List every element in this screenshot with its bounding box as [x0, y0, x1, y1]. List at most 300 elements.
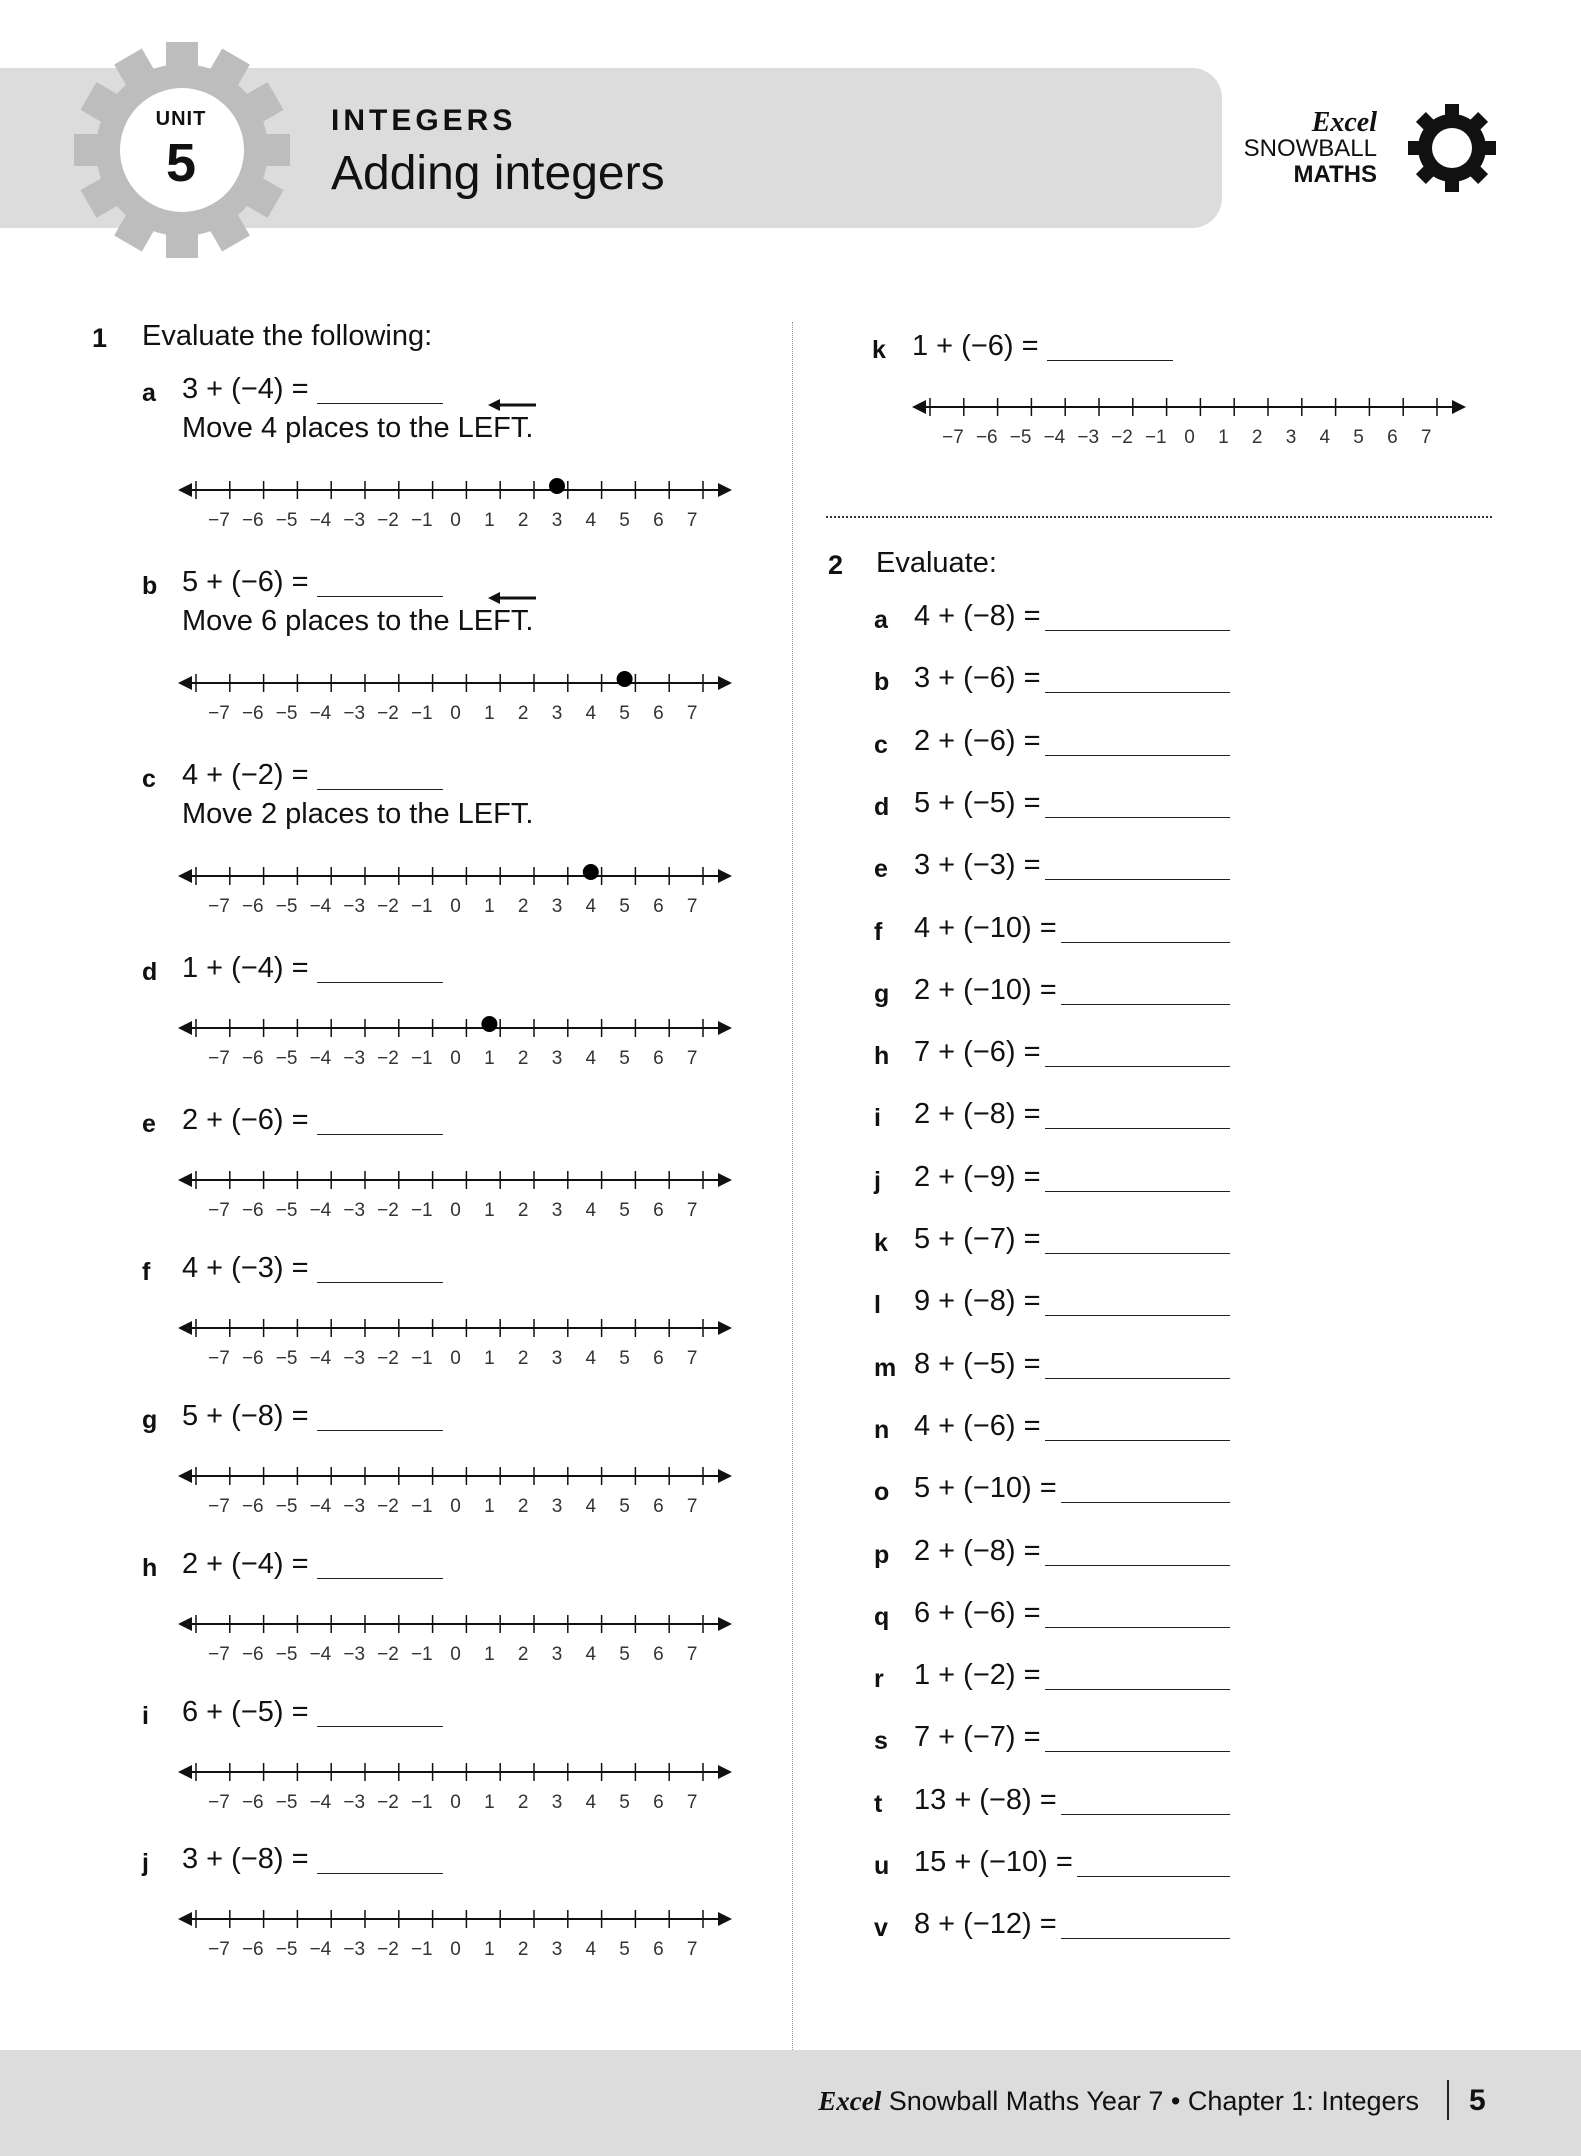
left-arrow-icon [178, 676, 192, 690]
item-label: i [142, 1702, 149, 1730]
tick-label: 3 [551, 1048, 563, 1069]
item-expression: 4 + (−6) = [914, 1409, 1041, 1442]
answer-line[interactable] [1045, 1565, 1230, 1566]
tick-label: 4 [585, 1939, 597, 1960]
tick-label: 1 [484, 1200, 495, 1221]
tick-label: 3 [551, 1496, 563, 1517]
item-expression: 5 + (−6) = [182, 566, 309, 598]
tick-label: 5 [619, 1200, 630, 1221]
item-expression: 1 + (−6) = [912, 330, 1039, 362]
tick-label: −2 [377, 703, 399, 724]
item-expression: 9 + (−8) = [914, 1285, 1041, 1318]
tick-label: 2 [1251, 427, 1263, 448]
tick-label: −6 [241, 1200, 264, 1221]
start-point-dot [617, 671, 633, 687]
answer-line[interactable] [1061, 1004, 1230, 1005]
tick-label: −7 [208, 1644, 230, 1665]
left-direction-arrow-icon [488, 590, 538, 606]
number-line [178, 470, 734, 532]
tick-label: 4 [585, 1348, 597, 1369]
brand-gear-icon [1408, 104, 1496, 192]
item-label: f [142, 1258, 151, 1286]
tick-label: −7 [208, 510, 230, 531]
tick-label: 0 [450, 1939, 461, 1960]
tick-label: 6 [653, 703, 664, 724]
tick-label: 0 [1184, 427, 1195, 448]
tick-label: 7 [686, 510, 698, 531]
tick-label: 0 [450, 1048, 461, 1069]
right-arrow-icon [718, 1469, 732, 1483]
tick-label: 4 [585, 1792, 597, 1813]
tick-label: −3 [343, 1200, 366, 1221]
tick-label: −2 [377, 1348, 399, 1369]
right-arrow-icon [718, 483, 732, 497]
move-instruction: Move 4 places to the LEFT. [182, 412, 534, 444]
tick-label: −5 [275, 1496, 298, 1517]
item-expression: 7 + (−6) = [914, 1036, 1041, 1069]
tick-label: 4 [585, 896, 597, 917]
tick-label: 6 [653, 1644, 664, 1665]
item-expression: 2 + (−4) = [182, 1548, 309, 1580]
answer-line[interactable] [1045, 1315, 1230, 1316]
answer-line[interactable] [317, 1578, 443, 1579]
tick-label: 1 [484, 1496, 495, 1517]
tick-label: 5 [619, 1496, 630, 1517]
start-point-dot [583, 864, 599, 880]
tick-label: −3 [343, 1348, 366, 1369]
right-arrow-icon [718, 1617, 732, 1631]
tick-label: 0 [450, 510, 461, 531]
tick-label: −3 [343, 896, 366, 917]
tick-label: 2 [517, 1348, 529, 1369]
number-line [178, 1308, 734, 1370]
answer-line[interactable] [1045, 1627, 1230, 1628]
footer-text [818, 2086, 1419, 2117]
page-title: Adding integers [331, 147, 665, 200]
item-expression: 2 + (−6) = [914, 724, 1041, 757]
tick-label: 4 [585, 1644, 597, 1665]
item-expression: 4 + (−2) = [182, 759, 309, 791]
answer-line[interactable] [1045, 1440, 1230, 1441]
tick-label: −4 [1043, 427, 1066, 448]
item-expression: 3 + (−3) = [914, 849, 1041, 882]
item-expression: 7 + (−7) = [914, 1721, 1041, 1754]
tick-label: −2 [377, 1496, 399, 1517]
tick-label: 2 [517, 1939, 529, 1960]
tick-label: −4 [309, 896, 332, 917]
tick-label: 6 [653, 896, 664, 917]
strand-heading: INTEGERS [331, 104, 517, 137]
tick-label: 3 [551, 1348, 563, 1369]
tick-label: 2 [517, 703, 529, 724]
item-expression: 2 + (−9) = [914, 1160, 1041, 1193]
tick-label: 0 [450, 1496, 461, 1517]
brand-maths: MATHS [1293, 161, 1377, 188]
brand-snowball: SNOWBALL [1243, 135, 1377, 162]
left-arrow-icon [178, 483, 192, 497]
right-arrow-icon [718, 1321, 732, 1335]
unit-number: 5 [165, 133, 197, 193]
answer-line[interactable] [1045, 630, 1230, 631]
tick-label: 5 [619, 1792, 630, 1813]
item-expression: 3 + (−6) = [914, 662, 1041, 695]
answer-line[interactable] [317, 1134, 443, 1135]
tick-label: 4 [1319, 427, 1331, 448]
question-2-number: 2 [828, 550, 844, 580]
left-arrow-icon [912, 400, 926, 414]
answer-line[interactable] [1045, 1066, 1230, 1067]
left-arrow-icon [178, 1173, 192, 1187]
footer-book: Snowball Maths Year 7 [881, 2086, 1164, 2116]
answer-line[interactable] [1061, 1814, 1230, 1815]
column-divider [792, 322, 793, 2052]
tick-label: −4 [309, 510, 332, 531]
item-label: g [874, 979, 890, 1008]
tick-label: 5 [1353, 427, 1364, 448]
tick-label: 1 [484, 1048, 495, 1069]
tick-label: 2 [517, 1792, 529, 1813]
tick-label: −6 [241, 703, 264, 724]
tick-label: −1 [410, 1644, 433, 1665]
tick-label: −5 [275, 1644, 298, 1665]
tick-label: 5 [619, 1348, 630, 1369]
tick-label: 4 [585, 1200, 597, 1221]
question-1-number: 1 [92, 323, 108, 353]
answer-line[interactable] [317, 789, 443, 790]
question-2-prompt: Evaluate: [876, 547, 997, 579]
move-instruction: Move 2 places to the LEFT. [182, 798, 534, 830]
right-arrow-icon [718, 1021, 732, 1035]
move-instruction: Move 6 places to the LEFT. [182, 605, 534, 637]
answer-line[interactable] [1045, 1128, 1230, 1129]
number-line [178, 1899, 734, 1961]
answer-line[interactable] [1045, 817, 1230, 818]
tick-label: 7 [686, 1644, 698, 1665]
tick-label: −7 [208, 1939, 230, 1960]
tick-label: 6 [653, 510, 664, 531]
answer-line[interactable] [1061, 1502, 1230, 1503]
tick-label: 1 [484, 1348, 495, 1369]
answer-line[interactable] [1045, 1378, 1230, 1379]
tick-label: 1 [1218, 427, 1229, 448]
tick-label: 2 [517, 1496, 529, 1517]
tick-label: −1 [410, 510, 433, 531]
item-label: a [874, 606, 888, 634]
left-arrow-icon [178, 1912, 192, 1926]
footer-separator [1447, 2080, 1449, 2120]
number-line [178, 1008, 734, 1070]
tick-label: 0 [450, 1200, 461, 1221]
tick-label: −6 [241, 510, 264, 531]
item-label: t [874, 1789, 883, 1818]
left-arrow-icon [178, 1321, 192, 1335]
item-label: k [874, 1229, 888, 1257]
item-label: l [874, 1291, 881, 1320]
footer-excel: Excel [818, 2086, 882, 2116]
tick-label: 0 [450, 1348, 461, 1369]
item-label: g [142, 1406, 158, 1434]
answer-line[interactable] [1045, 692, 1230, 693]
answer-line[interactable] [1045, 755, 1230, 756]
tick-label: 3 [551, 1644, 563, 1665]
number-line [912, 387, 1468, 449]
tick-label: −3 [343, 1496, 366, 1517]
item-label: u [874, 1852, 890, 1880]
tick-label: −2 [377, 896, 399, 917]
answer-line[interactable] [1045, 879, 1230, 880]
tick-label: 2 [517, 1200, 529, 1221]
unit-label: UNIT [155, 108, 207, 130]
tick-label: −3 [343, 510, 366, 531]
item-label: c [874, 730, 888, 759]
tick-label: −4 [309, 1048, 332, 1069]
tick-label: 5 [619, 703, 630, 724]
tick-label: −3 [343, 1939, 366, 1960]
tick-label: −4 [309, 1792, 332, 1813]
number-line [178, 1456, 734, 1518]
tick-label: 0 [450, 1792, 461, 1813]
item-expression: 4 + (−8) = [914, 600, 1041, 632]
item-expression: 15 + (−10) = [914, 1846, 1073, 1878]
item-label: o [874, 1478, 890, 1507]
left-arrow-icon [178, 1617, 192, 1631]
right-arrow-icon [718, 869, 732, 883]
tick-label: −1 [410, 1792, 433, 1813]
item-label: f [874, 917, 883, 946]
tick-label: −1 [410, 1048, 433, 1069]
start-point-dot [549, 478, 565, 494]
tick-label: 6 [653, 1048, 664, 1069]
item-label: e [874, 855, 888, 884]
item-label: i [874, 1104, 881, 1133]
left-direction-arrow-icon [488, 397, 538, 413]
tick-label: 2 [517, 1644, 529, 1665]
item-label: p [874, 1540, 890, 1569]
tick-label: 2 [517, 1048, 529, 1069]
answer-line[interactable] [1061, 942, 1230, 943]
answer-line[interactable] [1045, 1751, 1230, 1752]
item-expression: 1 + (−2) = [914, 1659, 1041, 1692]
tick-label: 4 [585, 1496, 597, 1517]
answer-line[interactable] [1045, 1689, 1230, 1690]
tick-label: 3 [551, 1792, 563, 1813]
item-expression: 5 + (−10) = [914, 1472, 1057, 1505]
item-label: e [142, 1110, 156, 1138]
tick-label: −4 [309, 703, 332, 724]
answer-line[interactable] [1077, 1876, 1230, 1877]
tick-label: −6 [241, 1644, 264, 1665]
item-expression: 4 + (−10) = [914, 911, 1057, 944]
tick-label: −7 [208, 1048, 230, 1069]
answer-line[interactable] [1045, 1191, 1230, 1192]
answer-line[interactable] [317, 1282, 443, 1283]
item-label: m [874, 1353, 897, 1382]
tick-label: −3 [343, 1792, 366, 1813]
tick-label: 4 [585, 703, 597, 724]
tick-label: 7 [686, 896, 698, 917]
answer-line[interactable] [317, 596, 443, 597]
tick-label: −7 [208, 1792, 230, 1813]
tick-label: 7 [686, 1939, 698, 1960]
tick-label: 1 [484, 1644, 495, 1665]
tick-label: 5 [619, 510, 630, 531]
item-expression: 13 + (−8) = [914, 1783, 1057, 1816]
tick-label: −7 [208, 1200, 230, 1221]
tick-label: −5 [275, 703, 298, 724]
tick-label: 6 [653, 1496, 664, 1517]
question-1-prompt: Evaluate the following: [142, 320, 433, 352]
item-label: j [874, 1166, 881, 1195]
right-arrow-icon [718, 1173, 732, 1187]
item-expression: 3 + (−4) = [182, 373, 309, 405]
item-label: k [872, 336, 886, 364]
left-arrow-icon [178, 1469, 192, 1483]
left-arrow-icon [178, 1021, 192, 1035]
left-arrow-icon [178, 1765, 192, 1779]
tick-label: 7 [686, 1200, 698, 1221]
tick-label: 0 [450, 703, 461, 724]
tick-label: 1 [484, 1939, 495, 1960]
tick-label: 5 [619, 1644, 630, 1665]
left-arrow-icon [178, 869, 192, 883]
tick-label: −4 [309, 1939, 332, 1960]
tick-label: 7 [686, 1048, 698, 1069]
tick-label: 0 [450, 896, 461, 917]
tick-label: −4 [309, 1200, 332, 1221]
item-expression: 6 + (−5) = [182, 1696, 309, 1728]
footer-bullet: • [1163, 2086, 1188, 2116]
item-label: a [142, 379, 156, 407]
tick-label: −6 [241, 1048, 264, 1069]
tick-label: 7 [686, 703, 698, 724]
number-line [178, 1752, 734, 1814]
tick-label: −5 [275, 1048, 298, 1069]
tick-label: −1 [410, 703, 433, 724]
tick-label: 6 [1387, 427, 1398, 448]
tick-label: −4 [309, 1348, 332, 1369]
tick-label: −6 [241, 1348, 264, 1369]
tick-label: 1 [484, 703, 495, 724]
answer-line[interactable] [317, 1726, 443, 1727]
right-arrow-icon [718, 1912, 732, 1926]
tick-label: −1 [1144, 427, 1167, 448]
tick-label: −5 [275, 896, 298, 917]
answer-line[interactable] [1047, 360, 1173, 361]
number-line [178, 1160, 734, 1222]
tick-label: −6 [241, 1496, 264, 1517]
tick-label: 1 [484, 1792, 495, 1813]
item-expression: 8 + (−5) = [914, 1347, 1041, 1380]
number-line [178, 1604, 734, 1666]
item-expression: 2 + (−8) = [914, 1098, 1041, 1131]
item-label: v [874, 1914, 888, 1943]
tick-label: −6 [241, 1939, 264, 1960]
item-expression: 5 + (−8) = [182, 1400, 309, 1432]
answer-line[interactable] [1061, 1938, 1230, 1939]
answer-line[interactable] [317, 1873, 443, 1874]
tick-label: 6 [653, 1792, 664, 1813]
tick-label: −4 [309, 1496, 332, 1517]
tick-label: 7 [1420, 427, 1432, 448]
tick-label: −2 [1111, 427, 1133, 448]
tick-label: −2 [377, 1644, 399, 1665]
answer-line[interactable] [1045, 1253, 1230, 1254]
tick-label: 5 [619, 896, 630, 917]
tick-label: 5 [619, 1048, 630, 1069]
tick-label: −2 [377, 1792, 399, 1813]
tick-label: −4 [309, 1644, 332, 1665]
tick-label: 7 [686, 1496, 698, 1517]
right-arrow-icon [718, 676, 732, 690]
answer-line[interactable] [317, 982, 443, 983]
item-label: d [142, 958, 158, 986]
tick-label: 1 [484, 896, 495, 917]
item-expression: 4 + (−3) = [182, 1252, 309, 1284]
page-number: 5 [1469, 2084, 1486, 2117]
brand-logo [1243, 107, 1377, 188]
tick-label: 6 [653, 1939, 664, 1960]
tick-label: −2 [377, 1200, 399, 1221]
tick-label: −5 [275, 510, 298, 531]
tick-label: 3 [1285, 427, 1297, 448]
tick-label: −5 [275, 1792, 298, 1813]
tick-label: −2 [377, 510, 399, 531]
tick-label: −1 [410, 1200, 433, 1221]
tick-label: −3 [343, 703, 366, 724]
tick-label: −1 [410, 1939, 433, 1960]
tick-label: −3 [343, 1048, 366, 1069]
item-label: h [874, 1042, 890, 1071]
tick-label: 7 [686, 1348, 698, 1369]
tick-label: 4 [585, 1048, 597, 1069]
item-label: d [874, 792, 890, 821]
tick-label: 2 [517, 510, 529, 531]
tick-label: −1 [410, 896, 433, 917]
tick-label: −5 [1009, 427, 1032, 448]
tick-label: −5 [275, 1348, 298, 1369]
tick-label: 4 [585, 510, 597, 531]
tick-label: −6 [241, 896, 264, 917]
tick-label: 6 [653, 1200, 664, 1221]
tick-label: 3 [551, 703, 563, 724]
tick-label: −2 [377, 1939, 399, 1960]
tick-label: −7 [208, 896, 230, 917]
item-expression: 2 + (−6) = [182, 1104, 309, 1136]
item-label: b [874, 668, 890, 697]
item-expression: 5 + (−5) = [914, 786, 1041, 819]
right-arrow-icon [718, 1765, 732, 1779]
section-divider [826, 516, 1492, 518]
item-expression: 8 + (−12) = [914, 1908, 1057, 1941]
tick-label: −7 [208, 1496, 230, 1517]
tick-label: −7 [208, 1348, 230, 1369]
tick-label: 2 [517, 896, 529, 917]
tick-label: −6 [241, 1792, 264, 1813]
tick-label: −7 [942, 427, 964, 448]
tick-label: −5 [275, 1939, 298, 1960]
tick-label: −1 [410, 1496, 433, 1517]
item-label: b [142, 572, 158, 600]
item-label: r [874, 1665, 884, 1694]
answer-line[interactable] [317, 403, 443, 404]
start-point-dot [481, 1016, 497, 1032]
tick-label: 3 [551, 1200, 563, 1221]
answer-line[interactable] [317, 1430, 443, 1431]
footer-chapter: Chapter 1: Integers [1187, 2086, 1419, 2116]
tick-label: −5 [275, 1200, 298, 1221]
tick-label: 3 [551, 896, 563, 917]
item-label: q [874, 1602, 890, 1631]
